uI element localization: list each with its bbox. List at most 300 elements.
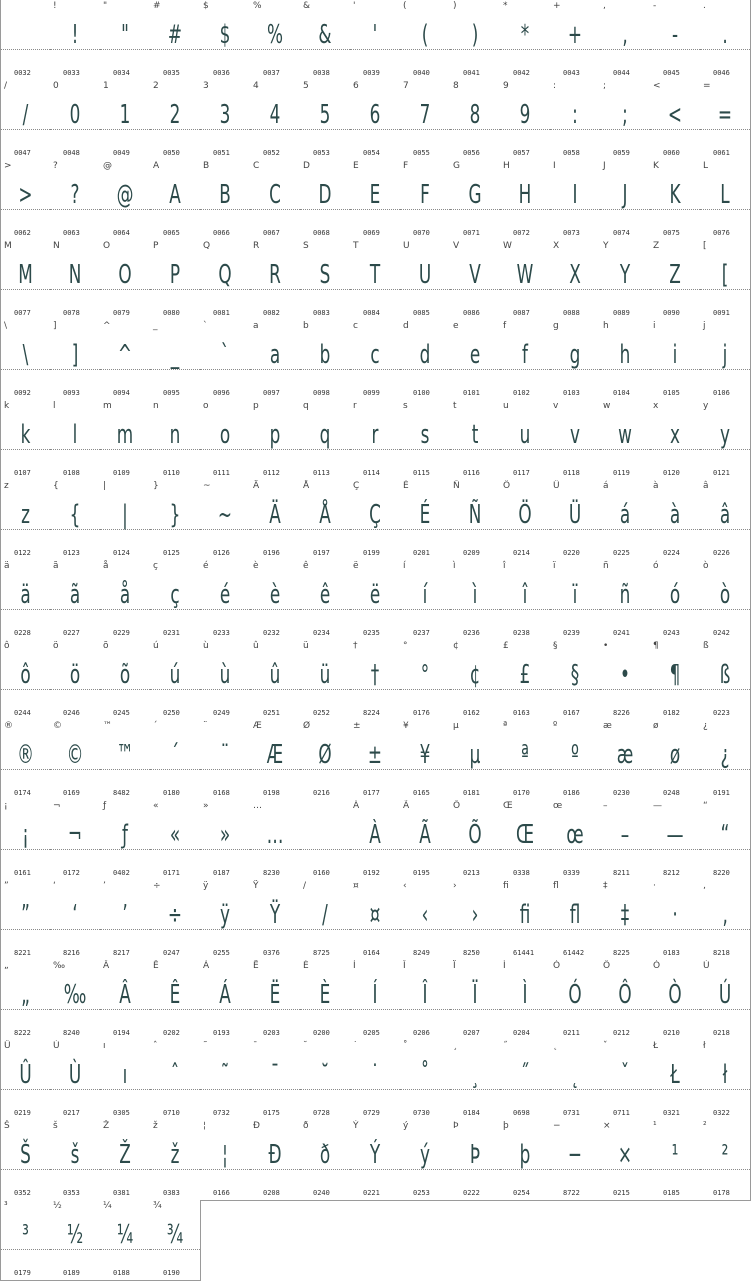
glyph-sample: m: [116, 420, 134, 450]
glyph-sample: ¶: [669, 660, 681, 690]
glyph-code: 0203: [263, 1029, 280, 1037]
glyph-label: ü: [303, 641, 309, 651]
glyph-sample: å: [119, 580, 131, 610]
glyph-cell: [200, 960, 251, 1041]
glyph-code: 0123: [63, 549, 80, 557]
glyph-sample: Ë: [269, 980, 281, 1010]
glyph-sample: d: [419, 340, 431, 370]
glyph-sample: °: [420, 660, 430, 690]
glyph-sample: â: [719, 500, 731, 530]
glyph-cell: [600, 240, 651, 321]
glyph-label: $: [203, 1, 209, 11]
glyph-label: ’: [103, 881, 106, 891]
glyph-code: 0732: [213, 1109, 230, 1117]
glyph-sample: P: [169, 260, 181, 290]
glyph-code: 0055: [413, 149, 430, 157]
glyph-sample: S: [319, 260, 331, 290]
glyph-cell: [100, 640, 151, 721]
glyph-cell: [550, 880, 601, 961]
glyph-code: 0037: [263, 69, 280, 77]
glyph-label: !: [53, 1, 57, 11]
glyph-sample: Â: [119, 980, 131, 1010]
glyph-sample: Á: [219, 980, 231, 1010]
glyph-label: b: [303, 321, 309, 331]
glyph-sample: *: [520, 20, 530, 50]
glyph-label: ©: [53, 721, 62, 731]
glyph-code: 0054: [363, 149, 380, 157]
glyph-cell: [200, 1120, 251, 1201]
glyph-code: 0082: [263, 309, 280, 317]
glyph-label: ]: [53, 321, 57, 331]
glyph-cell: [700, 560, 751, 641]
glyph-code: 0230: [613, 789, 630, 797]
glyph-label: Ÿ: [253, 881, 259, 891]
glyph-sample: Š: [20, 1140, 31, 1170]
glyph-code: 0112: [263, 469, 280, 477]
glyph-sample: ﬁ: [519, 900, 531, 930]
glyph-sample: :: [572, 100, 578, 130]
glyph-sample: Í: [372, 980, 378, 1010]
glyph-code: 0182: [663, 709, 680, 717]
glyph-label: A: [153, 161, 160, 171]
glyph-code: 0178: [713, 1189, 730, 1197]
glyph-cell: [350, 800, 401, 881]
glyph-cell: [700, 0, 751, 81]
glyph-cell: [50, 720, 101, 801]
glyph-cell: [650, 320, 701, 401]
glyph-sample: ·: [672, 900, 678, 930]
glyph-sample: Z: [669, 260, 681, 290]
glyph-label: Ø: [303, 721, 311, 731]
glyph-cell: [500, 1040, 551, 1121]
glyph-label: †: [353, 641, 358, 651]
glyph-code: 0245: [113, 709, 130, 717]
glyph-cell: [200, 320, 251, 401]
glyph-cell: [550, 480, 601, 561]
glyph-label: ç: [153, 561, 158, 571]
glyph-code: 0197: [313, 549, 330, 557]
glyph-code: 0097: [263, 389, 280, 397]
glyph-cell: [250, 480, 301, 561]
glyph-label: s: [403, 401, 408, 411]
glyph-code: 0063: [63, 229, 80, 237]
glyph-sample: r: [371, 420, 379, 450]
glyph-code: 0126: [213, 549, 230, 557]
glyph-sample: ü: [319, 660, 331, 690]
glyph-code: 8212: [663, 869, 680, 877]
glyph-sample: 4: [269, 100, 281, 130]
glyph-cell: [100, 0, 151, 81]
glyph-sample: ,: [622, 20, 628, 50]
glyph-label: ™: [103, 721, 112, 731]
glyph-label: R: [253, 241, 260, 251]
glyph-label: ï: [553, 561, 556, 571]
glyph-code: 0160: [313, 869, 330, 877]
glyph-sample: §: [570, 660, 580, 690]
glyph-sample: Ô: [618, 980, 632, 1010]
glyph-sample: é: [219, 580, 231, 610]
glyph-sample: C: [269, 180, 281, 210]
glyph-label: è: [253, 561, 259, 571]
glyph-code: 0174: [14, 789, 31, 797]
glyph-code: 0085: [413, 309, 430, 317]
glyph-sample: (: [421, 20, 429, 50]
glyph-label: c: [353, 321, 358, 331]
glyph-label: Ì: [503, 961, 506, 971]
glyph-code: 0252: [313, 709, 330, 717]
glyph-code: 0105: [663, 389, 680, 397]
glyph-code: 0120: [663, 469, 680, 477]
glyph-cell: [150, 640, 201, 721]
glyph-label: Î: [403, 961, 406, 971]
glyph-code: 0231: [163, 629, 180, 637]
glyph-label: ;: [603, 81, 607, 91]
glyph-cell: [350, 80, 401, 161]
glyph-code: 0225: [613, 549, 630, 557]
glyph-sample: ÷: [167, 900, 183, 930]
glyph-label: Ł: [653, 1041, 659, 1051]
glyph-cell: [350, 320, 401, 401]
glyph-sample: ¿: [720, 740, 730, 770]
glyph-code: 0078: [63, 309, 80, 317]
glyph-label: Ü: [553, 481, 560, 491]
glyph-sample: A: [169, 180, 181, 210]
glyph-code: 8249: [413, 949, 430, 957]
glyph-code: 0053: [313, 149, 330, 157]
glyph-sample: <: [667, 100, 683, 130]
glyph-sample: L: [720, 180, 730, 210]
glyph-sample: +: [567, 20, 583, 50]
glyph-label: ®: [4, 721, 13, 731]
glyph-code: 0168: [213, 789, 230, 797]
glyph-sample: Þ: [469, 1140, 481, 1170]
glyph-sample: ˚: [420, 1060, 430, 1090]
glyph-label: 5: [303, 81, 309, 91]
glyph-sample: !: [71, 20, 79, 50]
glyph-code: 0211: [563, 1029, 580, 1037]
glyph-sample: u: [519, 420, 531, 450]
glyph-cell: [50, 1200, 101, 1281]
glyph-sample: ¬: [67, 820, 83, 850]
glyph-code: 0229: [113, 629, 130, 637]
glyph-cell: [500, 640, 551, 721]
glyph-label: L: [703, 161, 709, 171]
glyph-cell: [0, 1040, 51, 1121]
glyph-sample: ß: [719, 660, 731, 690]
glyph-label: _: [153, 321, 158, 331]
glyph-label: v: [553, 401, 559, 411]
glyph-cell: [450, 960, 501, 1041]
glyph-cell: [350, 0, 401, 81]
glyph-code: 0184: [463, 1109, 480, 1117]
glyph-sample: «: [169, 820, 181, 850]
glyph-code: 0073: [563, 229, 580, 237]
glyph-label: =: [703, 81, 711, 91]
glyph-label: <: [653, 81, 661, 91]
glyph-sample: ÿ: [220, 900, 230, 930]
glyph-cell: [200, 160, 251, 241]
glyph-cell: [450, 160, 501, 241]
glyph-label: ›: [453, 881, 457, 891]
glyph-label: D: [303, 161, 310, 171]
glyph-sample: ×: [617, 1140, 633, 1170]
glyph-sample: £: [519, 660, 531, 690]
glyph-cell: [600, 560, 651, 641]
glyph-label: W: [503, 241, 512, 251]
glyph-cell: [150, 480, 201, 561]
glyph-label: 3: [203, 81, 209, 91]
glyph-sample: •: [620, 660, 630, 690]
glyph-code: 0076: [713, 229, 730, 237]
glyph-label: ×: [603, 1121, 611, 1131]
glyph-cell: [550, 0, 601, 81]
glyph-code: 0353: [63, 1189, 80, 1197]
glyph-label: È: [303, 961, 309, 971]
glyph-cell: [0, 560, 51, 641]
glyph-sample: À: [369, 820, 381, 850]
glyph-sample: .: [722, 20, 728, 50]
glyph-cell: [0, 0, 51, 81]
glyph-label: ˘: [303, 1041, 308, 1051]
glyph-label: l: [53, 401, 56, 411]
glyph-code: 0224: [663, 549, 680, 557]
glyph-sample: ˛: [570, 1060, 580, 1090]
glyph-code: 0058: [563, 149, 580, 157]
glyph-cell: [550, 960, 601, 1041]
glyph-code: 0098: [313, 389, 330, 397]
glyph-code: 0190: [163, 1269, 180, 1277]
glyph-sample: ®: [17, 740, 34, 770]
glyph-label: Ç: [353, 481, 360, 491]
glyph-code: 0108: [63, 469, 80, 477]
glyph-cell: [700, 1040, 751, 1121]
glyph-code: 0200: [313, 1029, 330, 1037]
glyph-label: f: [503, 321, 507, 331]
glyph-code: 0061: [713, 149, 730, 157]
glyph-sample: $: [219, 20, 231, 50]
glyph-sample: I: [572, 180, 578, 210]
glyph-cell: [50, 1040, 101, 1121]
glyph-label: ~: [203, 481, 211, 491]
glyph-code: 8725: [313, 949, 330, 957]
glyph-code: 8240: [63, 1029, 80, 1037]
glyph-code: 0240: [313, 1189, 330, 1197]
glyph-code: 0039: [363, 69, 380, 77]
glyph-code: 0075: [663, 229, 680, 237]
glyph-label: ñ: [603, 561, 609, 571]
glyph-sample: Ú: [718, 980, 732, 1010]
glyph-sample: É: [419, 500, 431, 530]
glyph-sample: ê: [319, 580, 331, 610]
glyph-code: 0115: [413, 469, 430, 477]
glyph-code: 0163: [513, 709, 530, 717]
glyph-code: 0059: [613, 149, 630, 157]
glyph-label: É: [403, 481, 409, 491]
glyph-sample: \: [22, 340, 29, 370]
glyph-sample: Ø: [318, 740, 332, 770]
glyph-sample: ˙: [370, 1060, 380, 1090]
glyph-code: 0242: [713, 629, 730, 637]
glyph-code: 0106: [713, 389, 730, 397]
glyph-code: 0214: [513, 549, 530, 557]
glyph-label: ò: [703, 561, 709, 571]
glyph-sample: è: [269, 580, 281, 610]
glyph-cell: [500, 80, 551, 161]
glyph-code: 0235: [363, 629, 380, 637]
glyph-cell: [400, 1120, 451, 1201]
glyph-code: 0249: [213, 709, 230, 717]
glyph-code: 0215: [613, 1189, 630, 1197]
glyph-code: 0222: [463, 1189, 480, 1197]
glyph-sample: 2: [169, 100, 181, 130]
glyph-sample: …: [266, 820, 284, 850]
glyph-label: [: [703, 241, 707, 251]
glyph-label: Â: [103, 961, 110, 971]
glyph-cell: [350, 1120, 401, 1201]
glyph-sample: >: [18, 180, 33, 210]
glyph-cell: [150, 1120, 201, 1201]
glyph-sample: E: [369, 180, 381, 210]
glyph-cell: [250, 240, 301, 321]
glyph-cell: [600, 960, 651, 1041]
glyph-code: 0217: [63, 1109, 80, 1117]
glyph-sample: ¥: [419, 740, 431, 770]
glyph-code: 0219: [14, 1109, 31, 1117]
glyph-cell: [300, 880, 351, 961]
glyph-cell: [300, 1040, 351, 1121]
glyph-cell: [650, 640, 701, 721]
glyph-sample: ~: [217, 500, 233, 530]
glyph-sample: ã: [69, 580, 81, 610]
glyph-code: 0034: [113, 69, 130, 77]
glyph-cell: [250, 320, 301, 401]
glyph-cell: [350, 720, 401, 801]
glyph-sample: ²: [721, 1140, 729, 1170]
glyph-code: 0209: [463, 549, 480, 557]
glyph-cell: [200, 80, 251, 161]
glyph-cell: [650, 80, 701, 161]
glyph-label: ÿ: [203, 881, 209, 891]
glyph-sample: Õ: [468, 820, 482, 850]
glyph-label: ‡: [603, 881, 608, 891]
glyph-label: “: [703, 801, 708, 811]
glyph-cell: [250, 800, 301, 881]
glyph-sample: †: [370, 660, 380, 690]
glyph-sample: ª: [521, 740, 529, 770]
glyph-code: 0234: [313, 629, 330, 637]
glyph-code: 0092: [14, 389, 31, 397]
glyph-code: 0041: [463, 69, 480, 77]
glyph-label: ¨: [203, 721, 208, 731]
glyph-cell: [200, 640, 251, 721]
glyph-sample: Ù: [68, 1060, 82, 1090]
glyph-label: {: [53, 481, 59, 491]
glyph-cell: [300, 640, 351, 721]
glyph-cell: [350, 880, 401, 961]
glyph-cell: [150, 160, 201, 241]
glyph-label: ˜: [203, 1041, 208, 1051]
glyph-cell: [150, 880, 201, 961]
glyph-label: @: [103, 161, 112, 171]
glyph-sample: ]: [71, 340, 79, 370]
glyph-cell: [0, 720, 51, 801]
glyph-cell: [100, 480, 151, 561]
glyph-code: 0192: [363, 869, 380, 877]
glyph-sample: –: [620, 820, 630, 850]
glyph-code: 0077: [14, 309, 31, 317]
glyph-sample: b: [319, 340, 331, 370]
glyph-label: I: [553, 161, 556, 171]
glyph-cell: [450, 400, 501, 481]
glyph-sample: H: [518, 180, 532, 210]
glyph-cell: [450, 1040, 501, 1121]
glyph-label: N: [53, 241, 60, 251]
glyph-code: 0162: [463, 709, 480, 717]
glyph-sample: ò: [719, 580, 731, 610]
glyph-code: 0060: [663, 149, 680, 157]
glyph-label: ó: [653, 561, 659, 571]
glyph-code: 8217: [113, 949, 130, 957]
glyph-label: „: [4, 961, 9, 971]
glyph-code: 0071: [463, 229, 480, 237]
glyph-code: 0118: [563, 469, 580, 477]
glyph-code: 0402: [113, 869, 130, 877]
glyph-cell: [250, 1120, 301, 1201]
glyph-label: ý: [403, 1121, 409, 1131]
glyph-cell: [100, 1200, 151, 1281]
glyph-label: û: [253, 641, 259, 651]
glyph-label: e: [453, 321, 459, 331]
glyph-cell: [600, 320, 651, 401]
glyph-cell: [150, 1040, 201, 1121]
glyph-code: 8482: [113, 789, 130, 797]
glyph-code: 0376: [263, 949, 280, 957]
glyph-code: 0056: [463, 149, 480, 157]
glyph-sample: ‘: [72, 900, 78, 930]
glyph-label: %: [253, 1, 262, 11]
glyph-cell: [100, 800, 151, 881]
glyph-sample: #: [167, 20, 183, 50]
glyph-code: 0095: [163, 389, 180, 397]
glyph-sample: ¡: [22, 820, 29, 850]
glyph-cell: [500, 320, 551, 401]
glyph-cell: [400, 720, 451, 801]
glyph-sample: á: [619, 500, 631, 530]
glyph-label: ±: [353, 721, 361, 731]
glyph-sample: @: [116, 180, 134, 210]
glyph-sample: ô: [20, 660, 31, 690]
glyph-cell: [100, 960, 151, 1041]
glyph-label: ¤: [353, 881, 359, 891]
glyph-cell: [500, 800, 551, 881]
glyph-cell: [550, 160, 601, 241]
glyph-sample: ™: [116, 740, 134, 770]
glyph-cell: [300, 400, 351, 481]
glyph-label: ù: [203, 641, 209, 651]
glyph-cell: [350, 560, 401, 641]
glyph-cell: [100, 80, 151, 161]
glyph-sample: ¾: [166, 1220, 184, 1250]
glyph-label: ²: [703, 1121, 707, 1131]
glyph-sample: v: [570, 420, 580, 450]
glyph-code: 0044: [613, 69, 630, 77]
glyph-code: 0179: [14, 1269, 31, 1277]
glyph-cell: [200, 400, 251, 481]
glyph-sample: ©: [66, 740, 84, 770]
glyph-label: /: [4, 81, 8, 91]
glyph-code: 0087: [513, 309, 530, 317]
glyph-code: 0045: [663, 69, 680, 77]
